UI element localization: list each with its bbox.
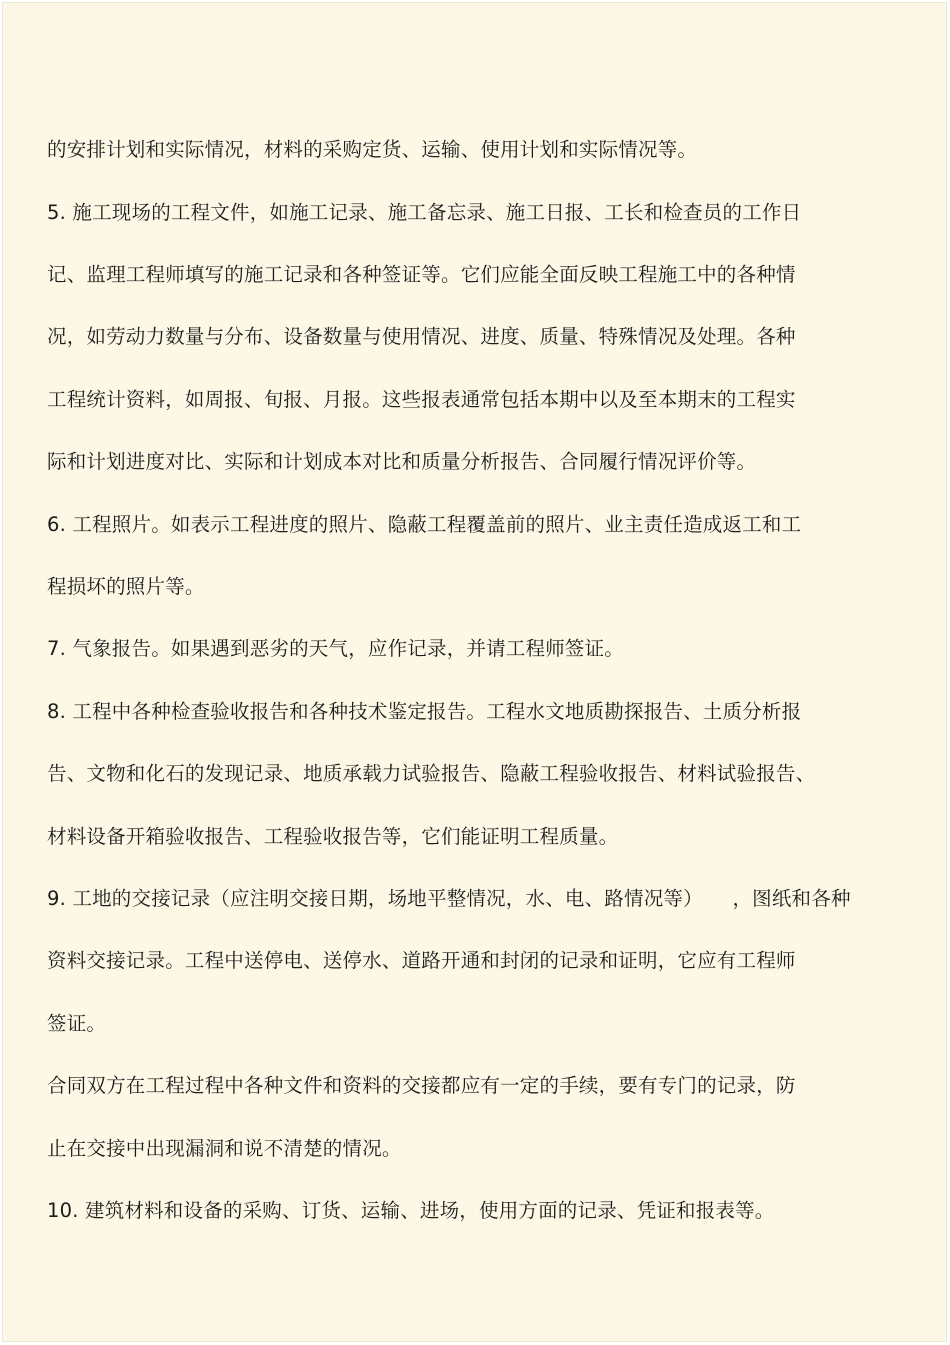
text-line-3: 记、监理工程师填写的施工记录和各种签证等。它们应能全面反映工程施工中的各种情 [47,263,796,286]
text-line-9: 7. 气象报告。如果遇到恶劣的天气，应作记录，并请工程师签证。 [47,637,625,660]
text-line-6: 际和计划进度对比、实际和计划成本对比和质量分析报告、合同履行情况评价等。 [47,450,757,473]
text-line-4: 况，如劳动力数量与分布、设备数量与使用情况、进度、质量、特殊情况及处理。各种 [47,325,796,348]
document-page [2,2,947,1342]
text-line-2: 5. 施工现场的工程文件，如施工记录、施工备忘录、施工日报、工长和检查员的工作日 [47,201,802,224]
text-line-1: 的安排计划和实际情况，材料的采购定货、运输、使用计划和实际情况等。 [47,138,698,161]
text-line-13: 9. 工地的交接记录（应注明交接日期，场地平整情况，水、电、路情况等） ，图纸和各种 [47,887,851,910]
text-line-14: 资料交接记录。工程中送停电、送停水、道路开通和封闭的记录和证明，它应有工程师 [47,949,796,972]
text-line-16: 合同双方在工程过程中各种文件和资料的交接都应有一定的手续，要有专门的记录，防 [47,1074,796,1097]
text-line-15: 签证。 [47,1012,107,1035]
text-line-18: 10. 建筑材料和设备的采购、订货、运输、进场，使用方面的记录、凭证和报表等。 [47,1199,775,1222]
text-line-10: 8. 工程中各种检查验收报告和各种技术鉴定报告。工程水文地质勘探报告、土质分析报 [47,700,802,723]
text-line-5: 工程统计资料，如周报、旬报、月报。这些报表通常包括本期中以及至本期末的工程实 [47,388,796,411]
text-line-11: 告、文物和化石的发现记录、地质承载力试验报告、隐蔽工程验收报告、材料试验报告、 [47,762,816,785]
text-line-12: 材料设备开箱验收报告、工程验收报告等，它们能证明工程质量。 [47,825,619,848]
text-line-17: 止在交接中出现漏洞和说不清楚的情况。 [47,1137,402,1160]
text-line-8: 程损坏的照片等。 [47,575,205,598]
text-line-7: 6. 工程照片。如表示工程进度的照片、隐蔽工程覆盖前的照片、业主责任造成返工和工 [47,513,802,536]
